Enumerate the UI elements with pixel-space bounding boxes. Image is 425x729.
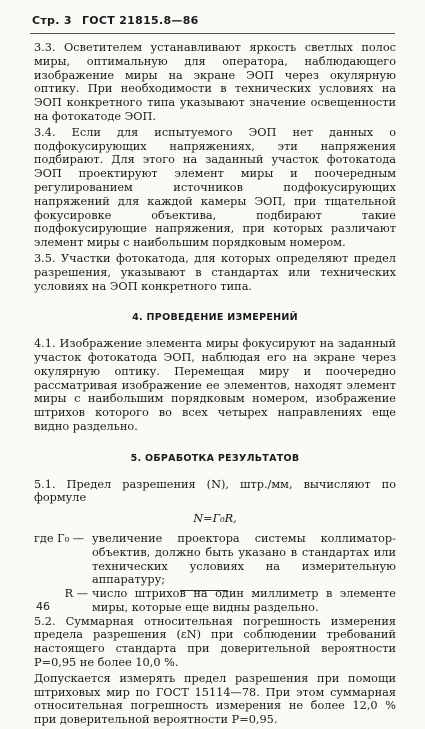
paragraph-4-1: 4.1. Изображение элемента миры фокусируют на заданный участок фотокатода ЭОП, наблюдая его на экране через окулярную оптику. Перемещая миру и поочередно рассматривая изображение ее элементов, находят элемент миры с наибольшим порядковым номером, изображение штрихов которого во всех четырех направлениях еще видно раздельно. [34, 337, 396, 433]
definition-term-gamma: где Г₀ — [34, 531, 85, 545]
section-heading-4: 4. ПРОВЕДЕНИЕ ИЗМЕРЕНИЙ [132, 312, 298, 324]
paragraph-5-2: 5.2. Суммарная относительная погрешность измерения предела разрешения (εN) при соблюдении требований настоящего стандарта при доверительной вероятности P=0,95 не более 10,0 %. [34, 614, 396, 670]
paragraph-3-5: 3.5. Участки фотокатода, для которых определяют предел разрешения, указывают в стандартах или технических условиях на ЭОП конкретного типа. [34, 251, 396, 293]
section-heading-5: 5. ОБРАБОТКА РЕЗУЛЬТАТОВ [130, 452, 300, 464]
paragraph-5-2-continued: Допускается измерять предел разрешения при помощи штриховых мир по ГОСТ 15114—78. При этом суммарная относительная погрешность измерения не более 12,0 % при доверительной вероятности P=0,95. [34, 671, 396, 727]
definition-desc-gamma: увеличение проектора системы коллиматор-объектив, должно быть указано в стандартах или технических условиях на измерительную аппаратуру; [92, 531, 396, 587]
page-label: Стр. 3 [32, 14, 72, 27]
standard-number: ГОСТ 21815.8—86 [81, 14, 199, 27]
paragraph-3-3: 3.3. Осветителем устанавливают яркость светлых полос миры, оптимальную для оператора, наблюдающего изображение миры на экране ЭОП через окулярную оптику. При необходимости в технических условиях на ЭОП конкретного типа указывают значение освещенности на фотокатоде ЭОП. [34, 41, 396, 123]
definition-term-r: R — [64, 587, 88, 601]
page-header [32, 14, 205, 27]
definition-list [34, 532, 396, 615]
paragraph-3-4: 3.4. Если для испытуемого ЭОП нет данных о подфокусирующих напряжениях, эти напряжения подбирают. Для этого на заданный участок фотокатода ЭОП проектируют элемент миры и поочередным регулированием источников подфокусирующих напряжений для каждой камеры ЭОП, при тщательной фокусировке объектива, подбирают такие подфокусирующие напряжения, при которых различают элемент миры с наибольшим порядковым номером. [34, 125, 396, 250]
definition-r [34, 587, 396, 615]
formula: N=Г₀R, [193, 512, 237, 526]
definition-desc-r: число штрихов на один миллиметр в элементе миры, которые еще видны раздельно. [92, 587, 396, 614]
footnote-rule [180, 590, 228, 591]
paragraph-5-1: 5.1. Предел разрешения (N), штр./мм, вычисляют по формуле [34, 477, 396, 505]
document-body [34, 41, 396, 729]
definition-gamma [34, 532, 396, 587]
page-number: 46 [36, 600, 50, 613]
header-rule [30, 33, 395, 34]
